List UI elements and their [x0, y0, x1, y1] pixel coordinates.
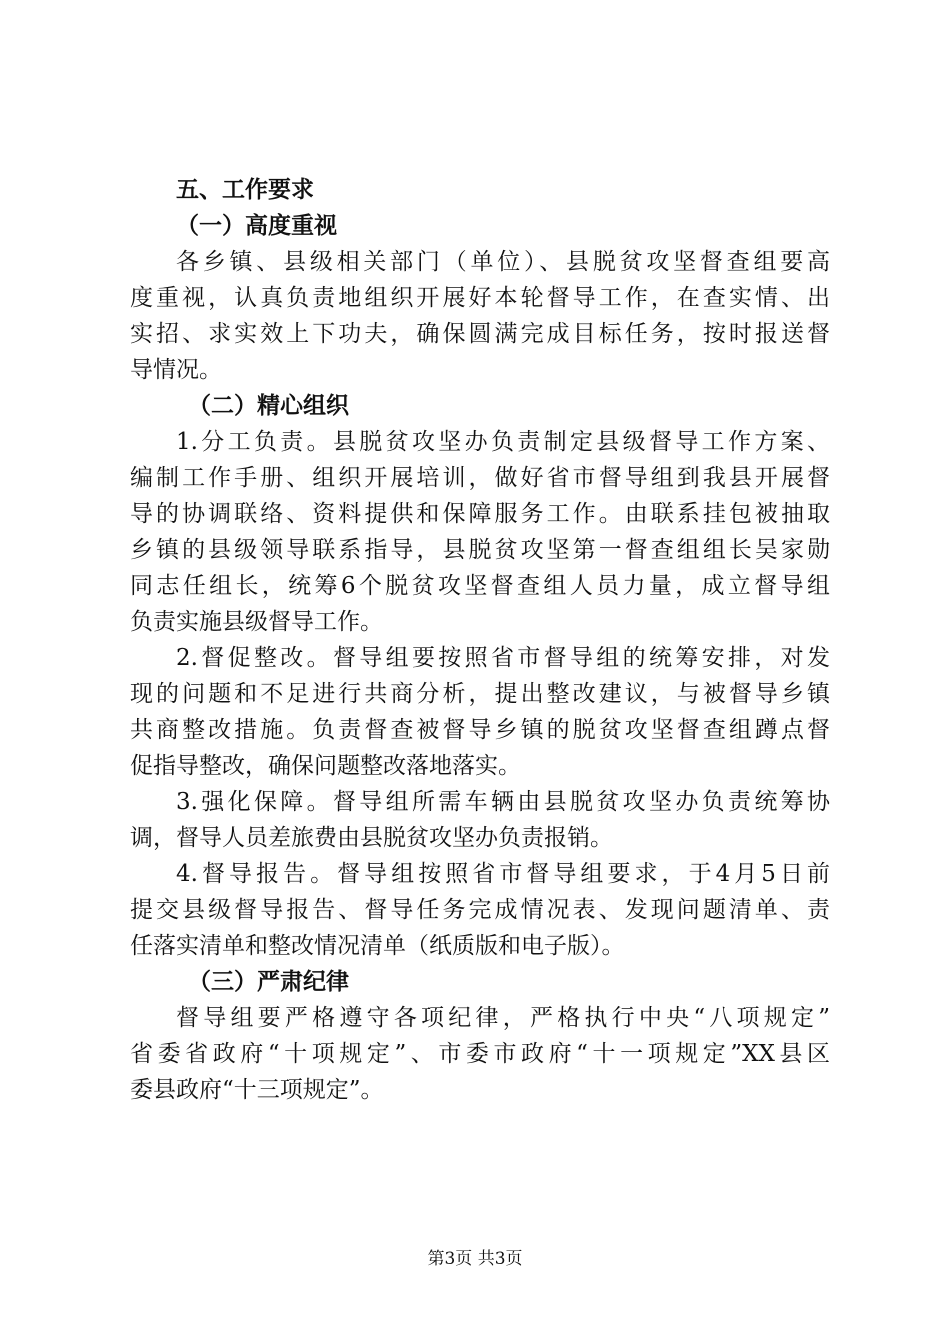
text-line: 省委省政府“十项规定”、市委市政府“十一项规定”XX县区 [130, 1041, 830, 1067]
text-line: 负责实施县级督导工作。 [130, 609, 383, 635]
paragraph-discipline [130, 1000, 830, 1108]
text-line: 调，督导人员差旅费由县脱贫攻坚办负责报销。 [130, 825, 613, 851]
text-line: 任落实清单和整改情况清单（纸质版和电子版）。 [130, 933, 625, 959]
paragraph-item-2 [130, 640, 830, 784]
text-line: 促指导整改，确保问题整改落地落实。 [130, 753, 521, 779]
page-footer [0, 1244, 950, 1269]
section-heading: 五、工作要求 [176, 177, 314, 203]
text-line: 督导组要严格遵守各项纪律，严格执行中央“八项规定” [176, 1005, 830, 1031]
page-number: 第3页 共3页 [427, 1249, 523, 1269]
text-line: 度重视，认真负责地组织开展好本轮督导工作，在查实情、出 [130, 285, 830, 311]
text-line: 乡镇的县级领导联系指导，县脱贫攻坚第一督查组组长吴家勋 [130, 537, 830, 563]
text-line: 4.督导报告。督导组按照省市督导组要求，于4月5日前 [176, 861, 830, 887]
text-line: 同志任组长，统筹6个脱贫攻坚督查组人员力量，成立督导组 [130, 573, 830, 599]
paragraph-item-4 [130, 856, 830, 964]
paragraph-item-1 [130, 424, 830, 640]
text-line: 导情况。 [130, 357, 222, 383]
text-line: 1.分工负责。县脱贫攻坚办负责制定县级督导工作方案、 [176, 429, 830, 455]
subsection-heading-2: （二）精心组织 [188, 393, 349, 419]
text-line: 实招、求实效上下功夫，确保圆满完成目标任务，按时报送督 [130, 321, 830, 347]
subsection-heading-1: （一）高度重视 [176, 213, 337, 239]
subsection-heading-3: （三）严肃纪律 [188, 969, 349, 995]
text-line: 提交县级督导报告、督导任务完成情况表、发现问题清单、责 [130, 897, 830, 923]
text-line: 导的协调联络、资料提供和保障服务工作。由联系挂包被抽取 [130, 501, 830, 527]
text-line: 共商整改措施。负责督查被督导乡镇的脱贫攻坚督查组蹲点督 [130, 717, 830, 743]
text-line: 委县政府“十三项规定”。 [130, 1077, 384, 1103]
text-line: 3.强化保障。督导组所需车辆由县脱贫攻坚办负责统筹协 [176, 789, 830, 815]
text-line: 2.督促整改。督导组要按照省市督导组的统筹安排，对发 [176, 645, 830, 671]
paragraph-high-priority [130, 244, 830, 388]
text-line: 编制工作手册、组织开展培训，做好省市督导组到我县开展督 [130, 465, 830, 491]
text-line: 现的问题和不足进行共商分析，提出整改建议，与被督导乡镇 [130, 681, 830, 707]
document-body [130, 172, 830, 1108]
paragraph-item-3 [130, 784, 830, 856]
text-line: 各乡镇、县级相关部门（单位）、县脱贫攻坚督查组要高 [176, 249, 830, 275]
